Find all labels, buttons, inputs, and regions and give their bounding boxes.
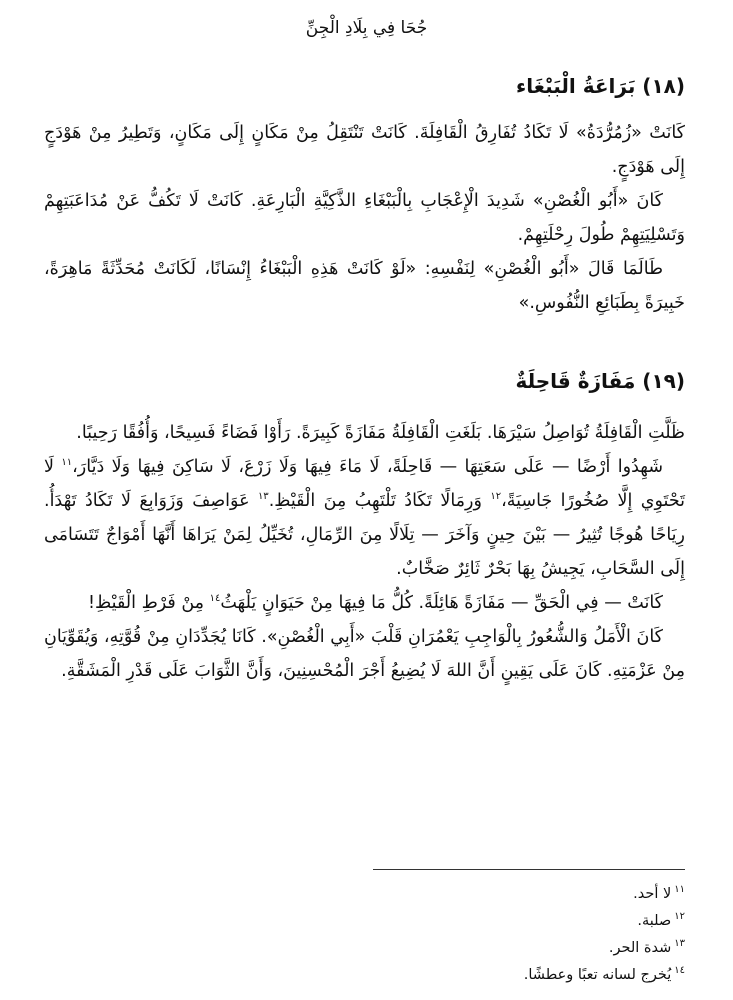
footnote-text: لا أحد. — [633, 885, 672, 902]
paragraph — [44, 416, 685, 450]
paragraph-text: كَانَ الْأَمَلُ وَالشُّعُورُ بِالْوَاجِبِ يَعْمُرَانِ قَلْبَ «أَبِي الْغُصْنِ». كَانَا يُجَدِّدَانِ مِنْ قُوَّتِهِ، وَيُقَوِّيَانِ مِنْ عَزْمَتِهِ. كَانَ عَلَى يَقِينٍ أَنَّ اللهَ لَا يُضِيعُ أَجْرَ الْمُحْسِنِينَ، وَأَنَّ الثَّوَابَ عَلَى قَدْرِ الْمَشَقَّةِ. — [44, 627, 685, 681]
paragraph — [44, 116, 685, 184]
chapter-title-19: (١٩) مَفَازَةٌ قَاحِلَةٌ — [515, 369, 685, 393]
chapter-title-18: (١٨) بَرَاعَةُ الْبَبْغَاء — [516, 74, 685, 98]
footnote-marker[interactable]: ١٤ — [209, 593, 221, 605]
footnote-divider — [373, 869, 685, 870]
footnote-number: ١١ — [674, 884, 685, 895]
footnote-number: ١٢ — [674, 911, 685, 922]
footnote-text: شدة الحر. — [608, 939, 672, 956]
paragraph-text: مِنْ فَرْطِ الْقَيْظِ! — [88, 593, 210, 613]
paragraph — [44, 620, 685, 688]
paragraph-text: شَهِدُوا أَرْضًا — عَلَى سَعَتِهَا — قَاحِلَةً، لَا مَاءَ فِيهَا وَلَا زَرْعَ، لَا سَاكِنَ فِيهَا وَلَا دَيَّارَ، — [72, 457, 664, 477]
paragraph-text: طَالَمَا قَالَ «أَبُو الْغُصْنِ» لِنَفْسِهِ: «لَوْ كَانَتْ هَذِهِ الْبَبْغَاءُ إِنْسَانًا، لَكَانَتْ مُحَدِّثَةً مَاهِرَةً، خَبِيرَةً بِطَبَائِعِ النُّفُوسِ.» — [44, 259, 685, 313]
chapter-body-18 — [44, 116, 685, 320]
paragraph-text: وَرِمَالًا تَكَادُ تَلْتَهِبُ مِنَ الْقَيْظِ. — [268, 491, 491, 511]
paragraph — [44, 586, 685, 620]
footnote — [300, 957, 685, 984]
footnote-number: ١٤ — [674, 965, 685, 976]
footnote — [300, 876, 685, 903]
running-header: جُحَا فِي بِلَادِ الْجِنِّ — [305, 18, 428, 38]
paragraph — [44, 252, 685, 320]
footnote-number: ١٣ — [674, 938, 685, 949]
paragraph-text: كَانَ «أَبُو الْغُصْنِ» شَدِيدَ الْإِعْجَابِ بِالْبَبْغَاءِ الذَّكِيَّةِ الْبَارِعَةِ. كَانَتْ لَا تَكُفُّ عَنْ مُدَاعَبَتِهِمْ وَتَسْلِيَتِهِمْ طُولَ رِحْلَتِهِمْ. — [44, 191, 685, 245]
paragraph-text: عَوَاصِفَ وَزَوَابِعَ لَا تَكَادُ تَهْدَأُ. رِيَاحًا هُوجًا تُثِيرُ — بَيْنَ حِينٍ وَآخَرَ — تِلَالًا مِنَ الرِّمَالِ، تُخَيِّلُ لِمَنْ يَرَاهَا أَنَّهَا أَمْوَاجٌ تَتَسَامَى إِلَى السَّحَابِ، يَجِيشُ بِهَا بَحْرٌ ثَائِرٌ صَخَّابٌ. — [44, 491, 685, 579]
paragraph-text: كَانَتْ «زُمُرُّدَةُ» لَا تَكَادُ تُفَارِقُ الْقَافِلَةَ. كَانَتْ تَنْتَقِلُ مِنْ مَكَانٍ إِلَى مَكَانٍ، وَتَطِيرُ مِنْ هَوْدَجٍ إِلَى هَوْدَجٍ. — [44, 123, 685, 177]
footnote-marker[interactable]: ١٣ — [257, 491, 269, 503]
footnotes — [300, 876, 685, 984]
footnote-text: يُخرج لسانه تعبًا وعطشًا. — [523, 966, 672, 983]
paragraph-text: لَا تَحْتَوِي إِلَّا صُخُورًا جَاسِيَةً، — [44, 457, 685, 511]
footnote-text: صلبة. — [637, 912, 672, 929]
footnote-marker[interactable]: ١١ — [61, 457, 73, 469]
footnote — [300, 903, 685, 930]
footnote — [300, 930, 685, 957]
chapter-body-19 — [44, 416, 685, 688]
paragraph-text: كَانَتْ — فِي الْحَقِّ — مَفَازَةً هَائِلَةً. كُلُّ مَا فِيهَا مِنْ حَيَوَانٍ يَلْهَثُ — [220, 593, 663, 613]
paragraph — [44, 450, 685, 586]
paragraph — [44, 184, 685, 252]
paragraph-text: ظَلَّتِ الْقَافِلَةُ تُوَاصِلُ سَيْرَهَا. بَلَغَتِ الْقَافِلَةُ مَفَازَةً كَبِيرَةً. رَأَوْا فَضَاءً فَسِيحًا، وَأُفُقًا رَحِيبًا. — [76, 423, 685, 443]
footnote-marker[interactable]: ١٢ — [490, 491, 502, 503]
